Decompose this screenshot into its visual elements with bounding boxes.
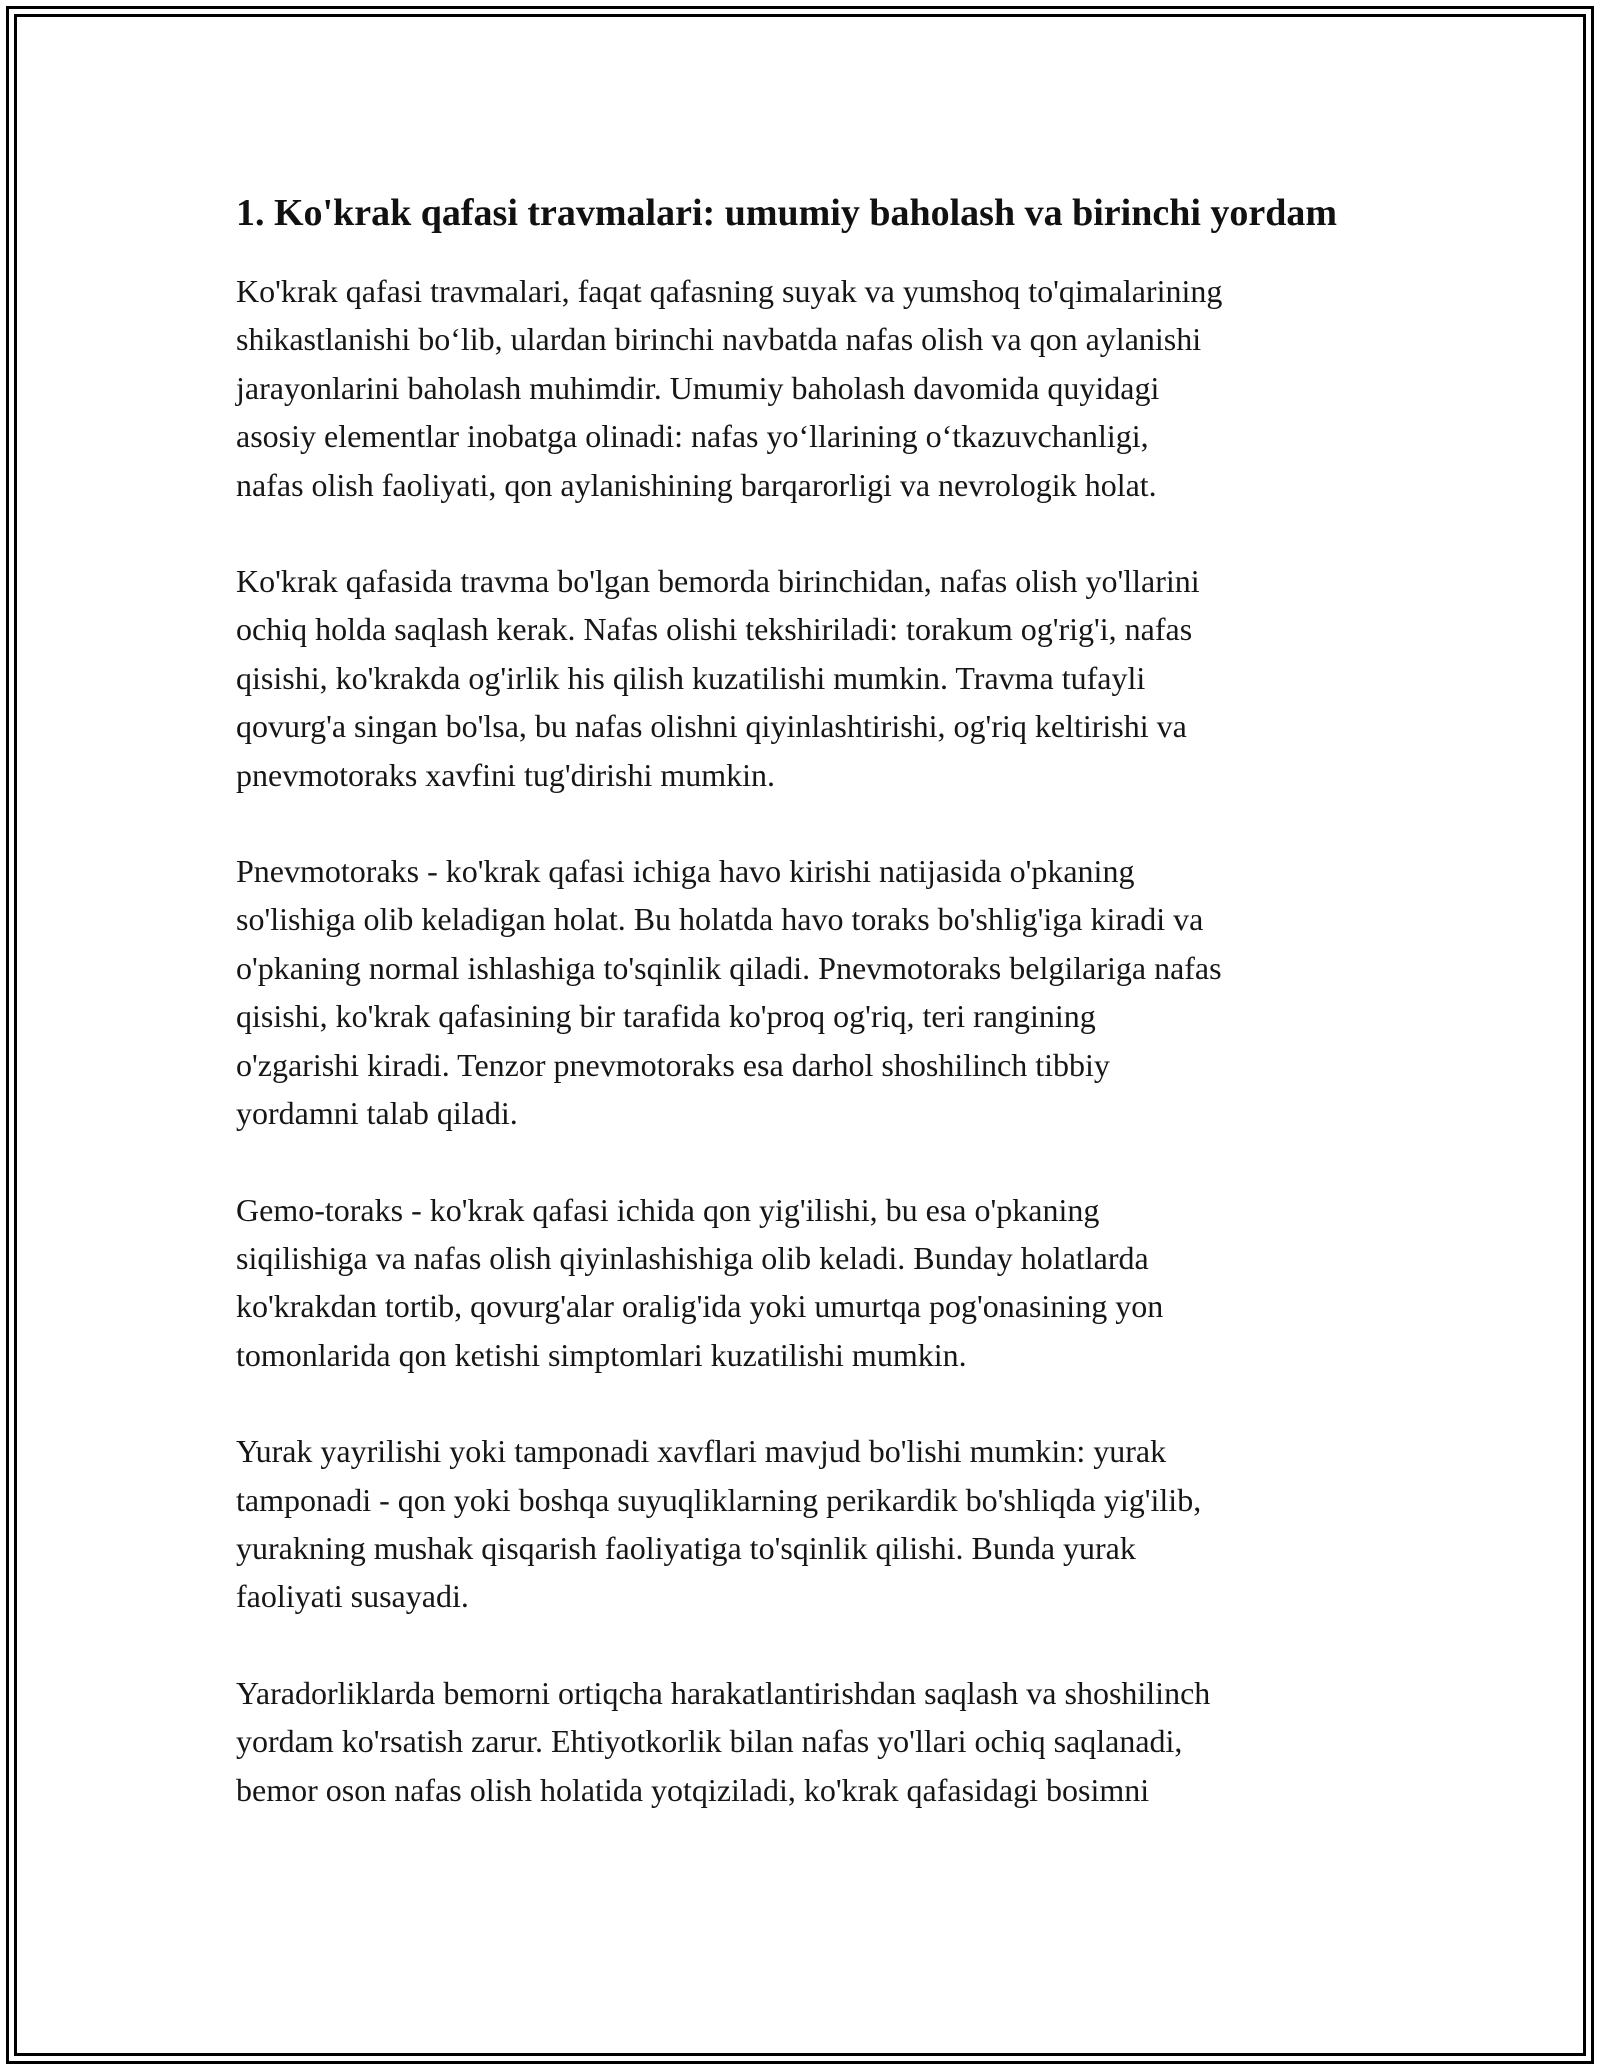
- section-heading: 1. Ko'krak qafasi travmalari: umumiy baholash va birinchi yordam: [236, 192, 1338, 234]
- paragraph-line: asosiy elementlar inobatga olinadi: nafas yo‘llarining o‘tkazuvchanligi,: [236, 418, 1149, 455]
- paragraph-line: qisishi, ko'krak qafasining bir tarafida ko'proq og'riq, teri rangining: [236, 998, 1096, 1035]
- paragraph-line: tamponadi - qon yoki boshqa suyuqliklarning perikardik bo'shliqda yig'ilib,: [236, 1481, 1202, 1518]
- paragraph-line: yordamni talab qiladi.: [236, 1095, 518, 1132]
- paragraph-line: bemor oson nafas olish holatida yotqiziladi, ko'krak qafasidagi bosimni: [236, 1771, 1150, 1808]
- paragraph-line: so'lishiga olib keladigan holat. Bu holatda havo toraks bo'shlig'iga kiradi va: [236, 901, 1204, 938]
- paragraph-line: Gemo-toraks - ko'krak qafasi ichida qon yig'ilishi, bu esa o'pkaning: [236, 1191, 1100, 1228]
- paragraph-line: qovurg'a singan bo'lsa, bu nafas olishni qiyinlashtirishi, og'riq keltirishi va: [236, 708, 1187, 745]
- document-body: [236, 185, 1386, 1862]
- paragraph-line: nafas olish faoliyati, qon aylanishining barqarorligi va nevrologik holat.: [236, 466, 1157, 503]
- paragraph-line: ko'krakdan tortib, qovurg'alar oralig'ida yoki umurtqa pog'onasining yon: [236, 1288, 1164, 1325]
- paragraph-5: [236, 1427, 1386, 1621]
- paragraphs-container: [236, 267, 1386, 1814]
- paragraph-line: Yaradorliklarda bemorni ortiqcha harakatlantirishdan saqlash va shoshilinch: [236, 1674, 1211, 1711]
- paragraph-6: [236, 1669, 1386, 1814]
- paragraph-line: jarayonlarini baholash muhimdir. Umumiy baholash davomida quyidagi: [236, 369, 1160, 406]
- paragraph-line: o'zgarishi kiradi. Tenzor pnevmotoraks esa darhol shoshilinch tibbiy: [236, 1046, 1110, 1083]
- paragraph-line: Ko'krak qafasi travmalari, faqat qafasning suyak va yumshoq to'qimalarining: [236, 273, 1223, 309]
- paragraph-line: ochiq holda saqlash kerak. Nafas olishi tekshiriladi: torakum og'rig'i, nafas: [236, 611, 1193, 648]
- paragraph-line: tomonlarida qon ketishi simptomlari kuzatilishi mumkin.: [236, 1336, 967, 1373]
- paragraph-3: [236, 847, 1386, 1137]
- paragraph-line: shikastlanishi bo‘lib, ulardan birinchi navbatda nafas olish va qon aylanishi: [236, 321, 1202, 358]
- paragraph-line: faoliyati susayadi.: [236, 1578, 469, 1615]
- paragraph-line: Yurak yayrilishi yoki tamponadi xavflari mavjud bo'lishi mumkin: yurak: [236, 1433, 1167, 1470]
- paragraph-line: pnevmotoraks xavfini tug'dirishi mumkin.: [236, 756, 776, 793]
- paragraph-line: Pnevmotoraks - ko'krak qafasi ichiga havo kirishi natijasida o'pkaning: [236, 853, 1135, 890]
- paragraph-line: yordam ko'rsatish zarur. Ehtiyotkorlik bilan nafas yo'llari ochiq saqlanadi,: [236, 1723, 1183, 1760]
- paragraph-4: [236, 1186, 1386, 1380]
- paragraph-2: [236, 557, 1386, 799]
- paragraph-line: yurakning mushak qisqarish faoliyatiga to'sqinlik qilishi. Bunda yurak: [236, 1529, 1136, 1566]
- paragraph-line: qisishi, ko'krakda og'irlik his qilish kuzatilishi mumkin. Travma tufayli: [236, 659, 1146, 696]
- paragraph-line: Ko'krak qafasida travma bo'lgan bemorda birinchidan, nafas olish yo'llarini: [236, 563, 1200, 600]
- paragraph-line: o'pkaning normal ishlashiga to'sqinlik qiladi. Pnevmotoraks belgilariga nafas: [236, 949, 1222, 986]
- paragraph-line: siqilishiga va nafas olish qiyinlashishiga olib keladi. Bunday holatlarda: [236, 1239, 1149, 1276]
- paragraph-1: [236, 267, 1386, 509]
